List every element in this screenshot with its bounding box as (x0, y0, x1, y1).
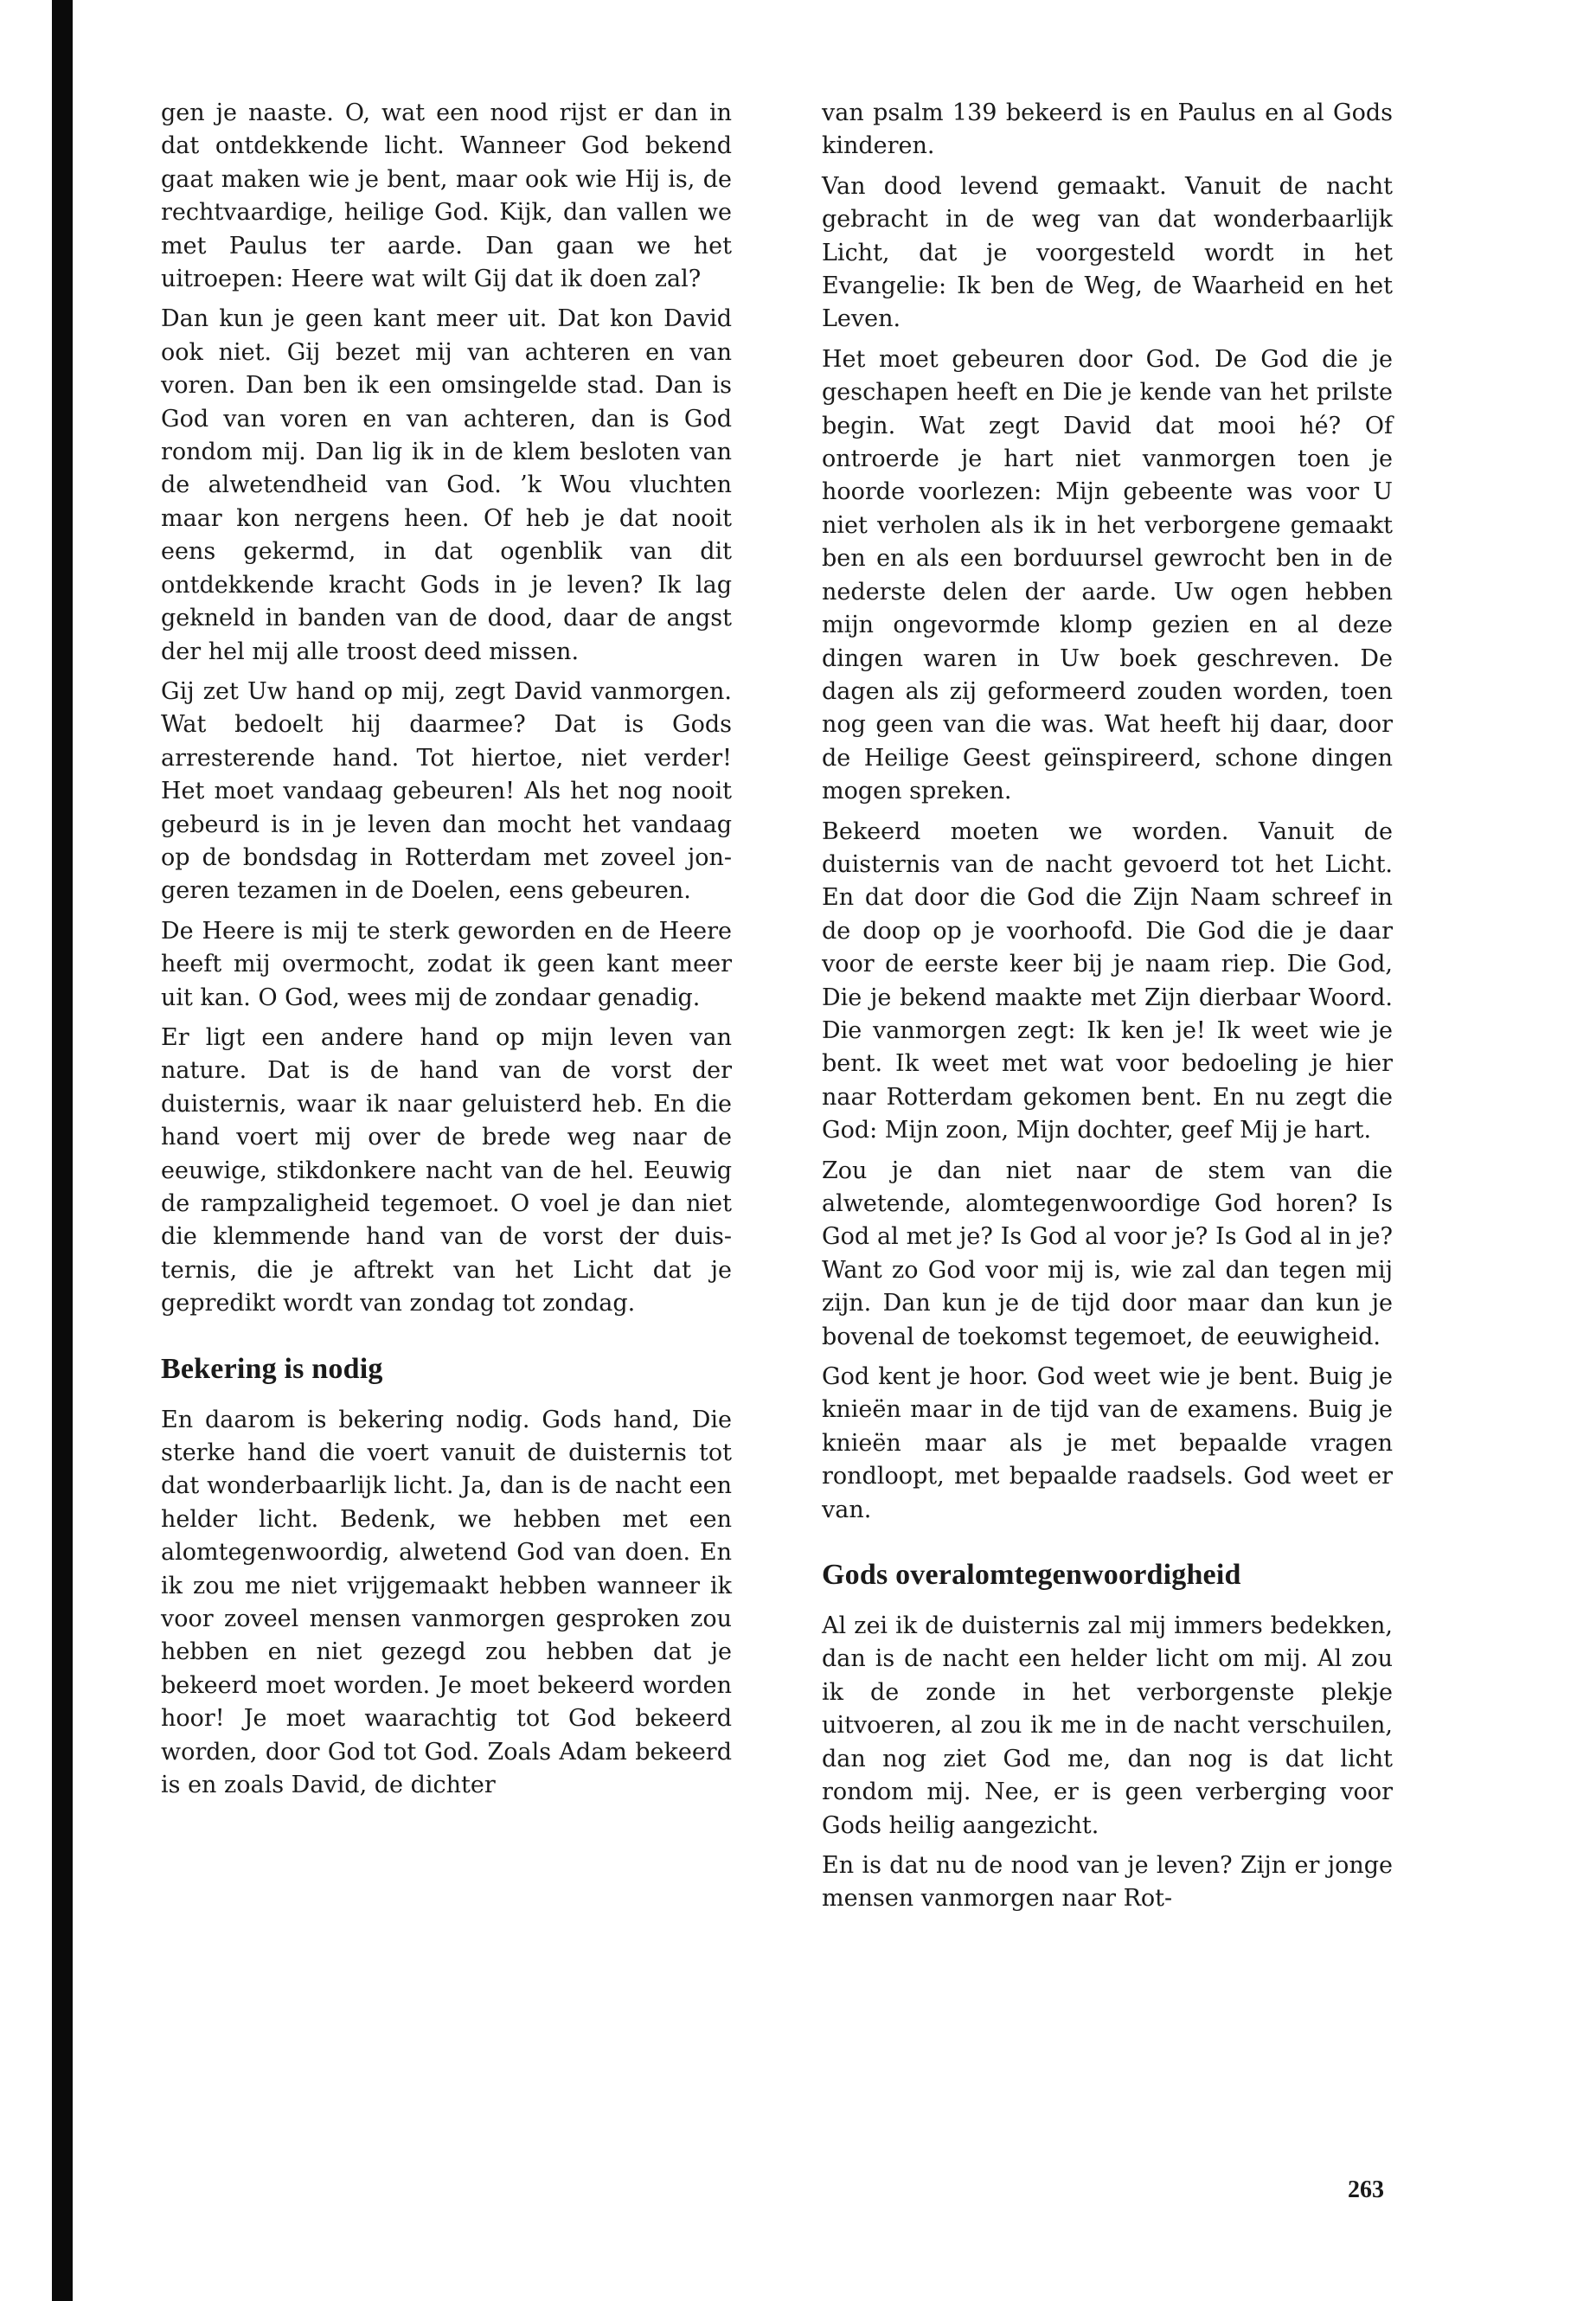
section-heading-bekering: Bekering is nodig (161, 1352, 383, 1385)
page-number: 263 (1348, 2176, 1384, 2203)
paragraph: Gij zet Uw hand op mij, zegt David vanmorgen. Wat bedoelt hij daarmee? Dat is Gods arresterende hand. Tot hiertoe, niet verder! Het moet vandaag gebeuren! Als het nog nooit gebeurd is in je leven dan mocht het vandaag op de bondsdag in Rotterdam met zoveel jongeren tezamen in de Doelen, eens gebeuren. (161, 677, 732, 905)
paragraph: God kent je hoor. God weet wie je bent. Buig je knieën maar in de tijd van de examens. Buig je knieën maar als je met bepaalde vragen rondloopt, met bepaalde raadsels. God weet er van. (822, 1363, 1393, 1523)
paragraph: Bekeerd moeten we worden. Vanuit de duisternis van de nacht gevoerd tot het Licht. En dat door die God die Zijn Naam schreef in de doop op je voorhoofd. Die God die je daar voor de eerste keer bij je naam riep. Die God, Die je bekend maakte met Zijn dierbaar Woord. Die vanmorgen zegt: Ik ken je! Ik weet wie je bent. Ik weet met wat voor bedoeling je hier naar Rotterdam gekomen bent. En nu zegt die God: Mijn zoon, Mijn dochter, geef Mij je hart. (822, 817, 1393, 1144)
paragraph: En daarom is bekering nodig. Gods hand, Die sterke hand die voert vanuit de duisternis tot dat wonderbaarlijk licht. Ja, dan is de nacht een helder licht. Bedenk, we hebben met een alomtegenwoordig, alwetend God van doen. En ik zou me niet vrijgemaakt hebben wanneer ik voor zoveel mensen vanmorgen gesproken zou hebben en niet gezegd zou hebben dat je bekeerd moet worden. Je moet bekeerd worden hoor! Je moet waarachtig tot God bekeerd worden, door God tot God. Zoals Adam bekeerd is en zoals David, de dichter (161, 1406, 732, 1799)
paragraph: Zou je dan niet naar de stem van die alwetende, alomtegenwoordige God horen? Is God al met je? Is God al voor je? Is God al in je? Want zo God voor mij is, wie zal dan tegen mij zijn. Dan kun je de tijd door maar dan kun je bovenal de toekomst tegemoet, de eeuwigheid. (822, 1157, 1393, 1350)
scan-edge-bar (52, 0, 73, 2301)
paragraph: De Heere is mij te sterk geworden en de Heere heeft mij overmocht, zodat ik geen kant meer uit kan. O God, wees mij de zondaar genadig. (161, 917, 732, 1011)
paragraph: Van dood levend gemaakt. Vanuit de nacht gebracht in de weg van dat wonderbaarlijk Licht, dat je voorgesteld wordt in het Evangelie: Ik ben de Weg, de Waarheid en het Leven. (822, 172, 1393, 333)
paragraph: Dan kun je geen kant meer uit. Dat kon David ook niet. Gij bezet mij van achteren en van voren. Dan ben ik een omsingelde stad. Dan is God van voren en van achteren, dan is God rondom mij. Dan lig ik in de klem besloten van de alwetendheid van God. ’k Wou vluchten maar kon nergens heen. Of heb je dat nooit eens gekermd, in dat ogenblik van dit ontdekkende kracht Gods in je leven? Ik lag gekneld in banden van de dood, daar de angst der hel mij alle troost deed missen. (161, 305, 732, 665)
paragraph: van psalm 139 bekeerd is en Paulus en al Gods kinderen. (822, 99, 1393, 160)
paragraph: Er ligt een andere hand op mijn leven van nature. Dat is de hand van de vorst der duisternis, waar ik naar geluisterd heb. En die hand voert mij over de brede weg naar de eeuwige, stikdonkere nacht van de hel. Eeuwig de rampzaligheid tegemoet. O voel je dan niet die klemmende hand van de vorst der duisternis, die je aftrekt van het Licht dat je gepredikt wordt van zondag tot zondag. (161, 1023, 732, 1317)
paragraph: gen je naaste. O, wat een nood rijst er dan in dat ontdekkende licht. Wanneer God bekend gaat maken wie je bent, maar ook wie Hij is, de rechtvaardige, heilige God. Kijk, dan vallen we met Paulus ter aarde. Dan gaan we het uitroepen: Heere wat wilt Gij dat ik doen zal? (161, 99, 732, 293)
left-column (161, 97, 732, 1810)
section-heading-overalomtegenwoordigheid: Gods overalomtegenwoordigheid (822, 1559, 1241, 1592)
paragraph: Het moet gebeuren door God. De God die je geschapen heeft en Die je kende van het prilste begin. Wat zegt David dat mooi hé? Of ontroerde je hart niet vanmorgen toen je hoorde voorlezen: Mijn gebeente was voor U niet verholen als ik in het verborgene gemaakt ben en als een borduursel gewrocht ben in de nederste delen der aarde. Uw ogen hebben mijn ongevormde klomp gezien en al deze dingen waren in Uw boek geschreven. De dagen als zij geformeerd zouden worden, toen nog geen van die was. Wat heeft hij daar, door de Heilige Geest geïnspireerd, schone dingen mogen spreken. (822, 345, 1393, 805)
paragraph: En is dat nu de nood van je leven? Zijn er jonge mensen vanmorgen naar Rot- (822, 1851, 1393, 1913)
right-column (822, 97, 1393, 1923)
paragraph: Al zei ik de duisternis zal mij immers bedekken, dan is de nacht een helder licht om mij. Al zou ik de zonde in het verborgenste plekje uitvoeren, al zou ik me in de nacht verschuilen, dan nog ziet God me, dan nog is dat licht rondom mij. Nee, er is geen verberging voor Gods heilig aangezicht. (822, 1612, 1393, 1839)
